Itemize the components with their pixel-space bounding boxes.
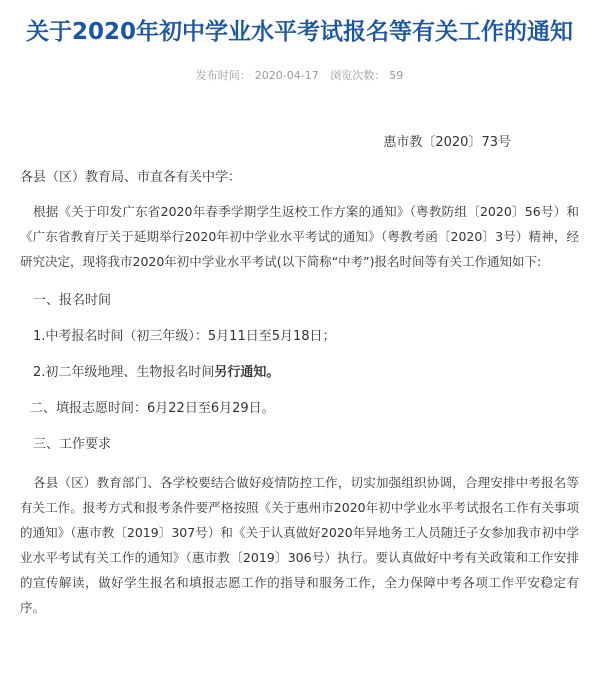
registration-item-2 <box>20 364 579 382</box>
publish-time-label: 发布时间： <box>195 69 251 82</box>
view-count-value: 59 <box>389 69 404 82</box>
view-count-label: 浏览次数： <box>330 69 386 82</box>
section-heading-application-time: 二、填报志愿时间：6月22日至6月29日。 <box>30 401 275 416</box>
publish-time-value: 2020-04-17 <box>254 69 319 82</box>
requirements-paragraph: 各县（区）教育部门、各学校要结合做好疫情防控工作，切实加强组织协调，合理安排中考报名等有关工作。报考方式和报考条件要严格按照《关于惠州市2020年初中学业水平考试报名工作有关事项的通知》（惠市教〔2019〕307号）和《关于认真做好2020年异地务工人员随迁子女参加我市初中学业水平考试有关工作的通知》（惠市教〔2019〕306号）执行。要认真做好中考有关政策和工作安排的宣传解读，做好学生报名和填报志愿工作的指导和服务工作，全力保障中考各项工作平安稳定有序。 <box>20 475 579 615</box>
section-heading-requirements: 三、工作要求 <box>33 437 112 452</box>
article-title: 关于2020年初中学业水平考试报名等有关工作的通知 <box>25 19 573 45</box>
article-meta <box>20 68 579 84</box>
section-heading-registration-time: 一、报名时间 <box>33 293 112 308</box>
publish-time <box>194 69 321 82</box>
document-number: 惠市教〔2020〕73号 <box>383 135 511 150</box>
intro-paragraph: 根据《关于印发广东省2020年春季学期学生返校工作方案的通知》（粤教防组〔2020〕56号）和《广东省教育厅关于延期举行2020年初中学业水平考试的通知》（粤教考函〔2020〕3号）精神，经研究决定，现将我市2020年初中学业水平考试(以下简称“中考”)报名时间等有关工作通知如下: <box>20 204 579 269</box>
registration-item-1: 1.中考报名时间（初三年级）：5月11日至5月18日； <box>33 329 336 344</box>
registration-item-2-text: 2.初二年级地理、生物报名时间 <box>33 365 215 380</box>
registration-item-2-bold: 另行通知。 <box>214 365 280 380</box>
salutation: 各县（区）教育局、市直各有关中学： <box>20 170 242 185</box>
view-count <box>328 69 405 82</box>
